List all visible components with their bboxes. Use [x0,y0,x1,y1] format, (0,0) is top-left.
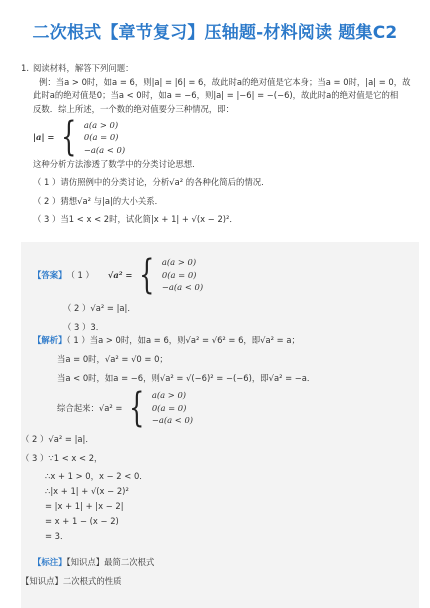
summary-text: 这种分析方法渗透了数学中的分类讨论思想． [33,159,201,170]
part-2: （ 2 ）猜想√a² 与|a|的大小关系． [33,195,164,206]
analysis-part3-steps [33,469,413,544]
abs-piecewise [33,114,418,161]
answer-part2: （ 2 ）√a² = |a|． [63,303,136,313]
abs-cases [84,119,125,157]
analysis-tag: 【解析】 [33,335,67,345]
answer-part3: （ 3 ）3． [63,322,105,332]
answer-cases [162,256,203,294]
page-title: 二次根式【章节复习】压轴题-材料阅读 题集C2 [32,23,398,43]
abs-label: |a| = [33,131,55,142]
case-item: a(a > 0) [161,257,197,268]
notes-section [21,556,155,588]
answer-lhs: √a² = [107,269,133,280]
question-intro: 阅读材料，解答下列问题： [33,63,134,73]
analysis-line-1: （ 1 ）当a > 0时，如a = 6，则√a² = √6² = 6，即√a² = a； [66,335,300,345]
case-item: 0(a = 0) [161,269,197,280]
case-item: −a(a < 0) [151,415,194,426]
answer-section [33,254,203,334]
analysis-part3-head: （ 3 ）∵1 < x < 2， [21,453,103,463]
brace-icon: { [139,252,155,298]
step-line: = x + 1 − (x − 2) [45,516,119,526]
case-item: a(a > 0) [83,119,119,130]
analysis-part2: （ 2 ）√a² = |a|． [21,434,94,444]
step-line: = |x + 1| + |x − 2| [45,501,124,511]
answer-part1-label: （ 1 ） [66,269,94,280]
brace-icon: { [61,114,77,161]
example-line-1: 例：当a > 0时，如a = 6，则|a| = |6| = 6，故此时a的绝对值是它本身；当a = 0时，|a| = 0，故 [39,76,411,87]
step-line: = 3． [45,531,69,541]
case-item: 0(a = 0) [83,132,119,143]
case-item: 0(a = 0) [151,402,187,413]
analysis-line-3: 当a < 0时，如a = −6，则√a² = √(−6)² = −(−6)，即√a² = −a． [57,373,316,383]
case-item: a(a > 0) [151,390,187,401]
notes-tag: 【标注】 [33,557,67,567]
analysis-line-2: 当a = 0时，√a² = √0 = 0； [57,354,168,364]
case-item: −a(a < 0) [161,282,204,293]
part-3: （ 3 ）当1 < x < 2时，试化简|x + 1| + √(x − 2)²． [33,214,238,225]
question-number: 1. [21,63,29,73]
part-1: （ 1 ）请仿照例中的分类讨论，分析√a² 的各种化简后的情况． [33,176,270,187]
example-line-2: 此时a的绝对值是0；当a < 0时，如a = −6，则|a| = |−6| = −(−6)，故此时a的绝对值是它的相 [33,90,399,101]
notes-line-1: 【知识点】最简二次根式 [66,557,155,567]
analysis-combined [33,387,413,429]
solution-panel [21,242,419,608]
notes-line-2: 【知识点】二次根式的性质 [21,576,122,586]
combined-label: 综合起来：√a² = [57,402,123,413]
analysis-section [21,334,413,544]
answer-tag: 【答案】 [33,269,67,280]
step-line: ∴x + 1 > 0，x − 2 < 0． [45,471,148,481]
example-line-3: 反数．综上所述，一个数的绝对值要分三种情况，即： [33,103,234,114]
case-item: −a(a < 0) [83,144,126,155]
brace-icon: { [129,385,145,431]
step-line: ∴|x + 1| + √(x − 2)² [45,486,129,496]
combined-cases [152,389,193,427]
